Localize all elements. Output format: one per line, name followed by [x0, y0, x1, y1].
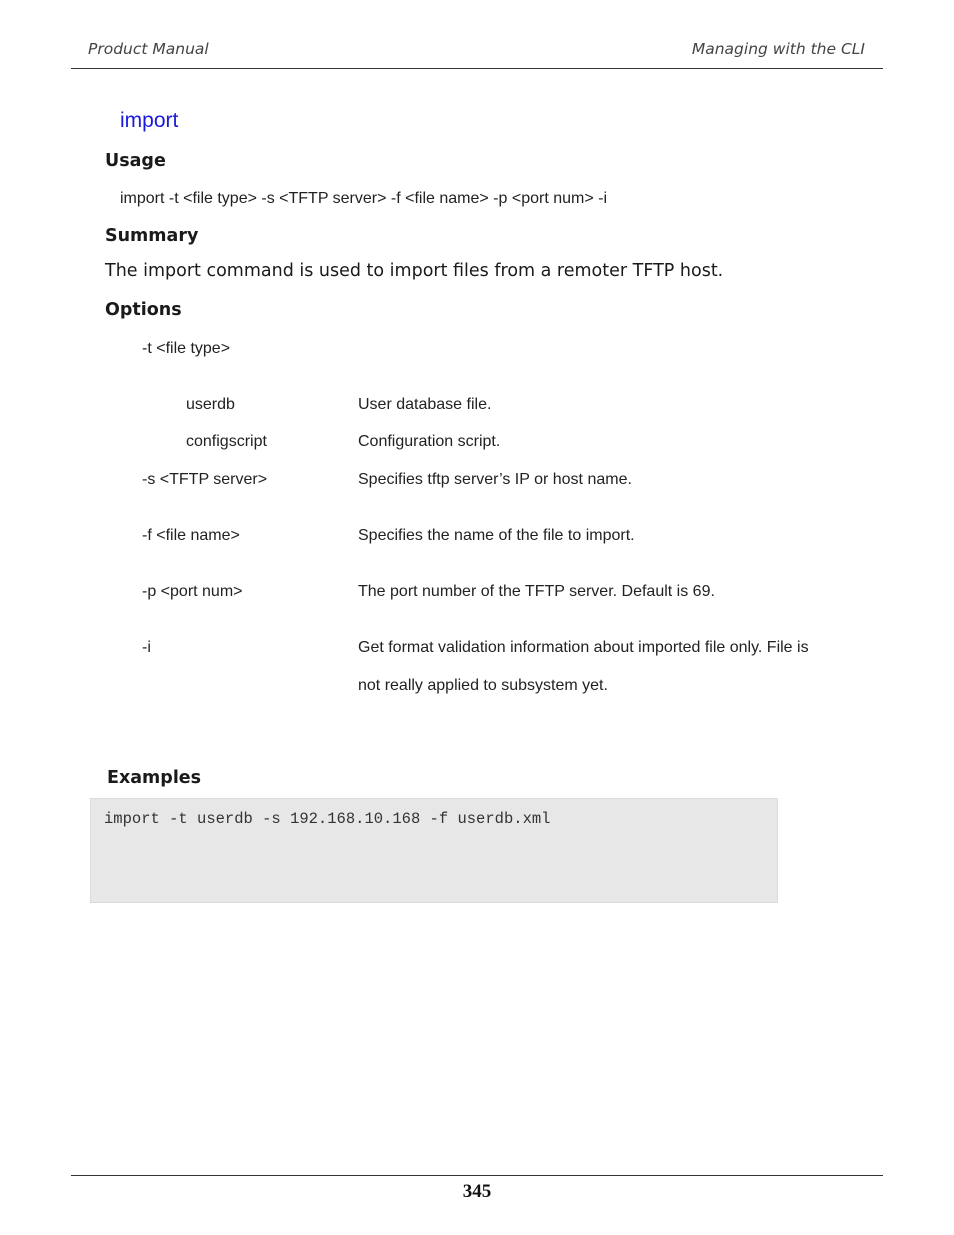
- options-heading: Options: [105, 300, 182, 320]
- option-flag: -s <TFTP server>: [142, 471, 268, 488]
- summary-text: The import command is used to import files from a remoter TFTP host.: [105, 261, 724, 281]
- code-example: import -t userdb -s 192.168.10.168 -f userdb.xml: [104, 810, 551, 828]
- option-desc: Specifies tftp server’s IP or host name.: [358, 471, 632, 488]
- option-flag: -i: [142, 639, 151, 656]
- page-number: 345: [462, 1181, 492, 1202]
- option-flag: -p <port num>: [142, 583, 243, 600]
- file-type-name: userdb: [186, 396, 235, 413]
- summary-heading: Summary: [105, 226, 199, 246]
- examples-heading: Examples: [107, 768, 202, 788]
- file-type-desc: Configuration script.: [358, 433, 501, 450]
- command-title: import: [120, 109, 179, 132]
- option-desc-continued: not really applied to subsystem yet.: [358, 677, 608, 694]
- header-right: Managing with the CLI: [691, 40, 865, 58]
- footer-rule: [71, 1175, 883, 1176]
- file-type-desc: User database file.: [358, 396, 492, 413]
- usage-heading: Usage: [105, 151, 166, 171]
- usage-syntax: import -t <file type> -s <TFTP server> -f <file name> -p <port num> -i: [120, 190, 607, 207]
- header-left: Product Manual: [88, 40, 209, 58]
- header-rule: [71, 68, 883, 69]
- option-desc: Get format validation information about imported file only. File is: [358, 639, 809, 656]
- option-desc: The port number of the TFTP server. Default is 69.: [358, 583, 715, 600]
- code-block: [90, 798, 778, 903]
- option-desc: Specifies the name of the file to import.: [358, 527, 635, 544]
- file-type-name: configscript: [186, 433, 267, 450]
- option-flag-type: -t <file type>: [142, 340, 231, 357]
- option-flag: -f <file name>: [142, 527, 240, 544]
